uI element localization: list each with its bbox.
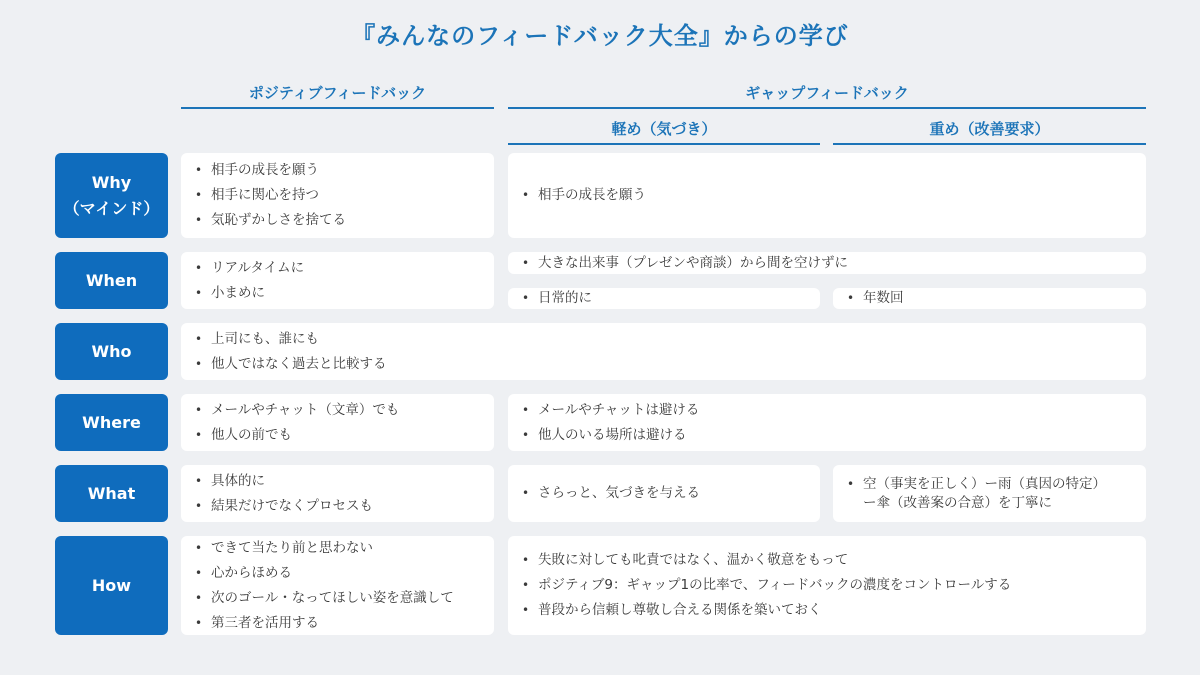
header-gap: ギャップフィードバック	[508, 82, 1146, 109]
row-label-what	[55, 465, 168, 522]
when-gap-top-cell	[508, 252, 1146, 274]
list-item: • 小まめに	[193, 281, 482, 306]
row-label-why-sub: （マインド）	[63, 198, 160, 218]
list-item: • 相手の成長を願う	[520, 183, 1134, 208]
list-item: • 気恥ずかしさを捨てる	[193, 208, 482, 233]
header-positive: ポジティブフィードバック	[181, 82, 494, 109]
what-light-cell	[508, 465, 820, 522]
list-item: • 年数回	[845, 288, 1134, 309]
list-item: • 心からほめる	[193, 561, 482, 586]
row-label-where	[55, 394, 168, 451]
list-item: • 日常的に	[520, 288, 808, 309]
list-item: • 他人のいる場所は避ける	[520, 423, 1134, 448]
where-positive-cell	[181, 394, 494, 451]
list-item: • 失敗に対しても叱責ではなく、温かく敬意をもって	[520, 548, 1134, 573]
why-gap-cell	[508, 153, 1146, 238]
when-heavy-cell	[833, 288, 1146, 309]
list-item: • 上司にも、誰にも	[193, 327, 1134, 352]
why-positive-cell	[181, 153, 494, 238]
who-all-cell	[181, 323, 1146, 380]
row-label-where-text: Where	[82, 412, 141, 432]
what-positive-cell	[181, 465, 494, 522]
row-label-when	[55, 252, 168, 309]
list-item: • 普段から信頼し尊敬し合える関係を築いておく	[520, 598, 1134, 623]
row-label-why-text: Why	[91, 172, 132, 192]
list-item: • 具体的に	[193, 469, 482, 494]
when-light-cell	[508, 288, 820, 309]
what-heavy-cell	[833, 465, 1146, 522]
row-label-what-text: What	[87, 483, 136, 503]
how-gap-cell	[508, 536, 1146, 635]
list-item: • メールやチャットは避ける	[520, 398, 1134, 423]
list-item: • 他人の前でも	[193, 423, 482, 448]
list-item: • 大きな出来事（プレゼンや商談）から間を空けずに	[520, 252, 1134, 274]
list-item: • 次のゴール・なってほしい姿を意識して	[193, 586, 482, 611]
list-item: • リアルタイムに	[193, 256, 482, 281]
row-label-who	[55, 323, 168, 380]
list-item: • 相手の成長を願う	[193, 158, 482, 183]
header-heavy: 重め（改善要求）	[833, 118, 1146, 145]
list-item: • メールやチャット（文章）でも	[193, 398, 482, 423]
header-light: 軽め（気づき）	[508, 118, 820, 145]
row-label-who-text: Who	[91, 341, 132, 361]
where-gap-cell	[508, 394, 1146, 451]
list-item: • 相手に関心を持つ	[193, 183, 482, 208]
list-item: • できて当たり前と思わない	[193, 536, 482, 561]
list-item: • 空（事実を正しく）ー雨（真因の特定）	[845, 475, 1134, 494]
list-item: • ポジティブ9：ギャップ1の比率で、フィードバックの濃度をコントロールする	[520, 573, 1134, 598]
list-item: • 第三者を活用する	[193, 611, 482, 636]
list-item: • 他人ではなく過去と比較する	[193, 352, 1134, 377]
how-positive-cell	[181, 536, 494, 635]
list-item: • 結果だけでなくプロセスも	[193, 494, 482, 519]
row-label-when-text: When	[85, 270, 138, 290]
row-label-why	[55, 153, 168, 238]
page-title: 『みんなのフィードバック大全』からの学び	[351, 22, 849, 50]
list-item-continuation: ー傘（改善案の合意）を丁寧に	[863, 494, 1052, 511]
row-label-how-text: How	[91, 575, 132, 595]
row-label-how	[55, 536, 168, 635]
list-item: • さらっと、気づきを与える	[520, 481, 808, 506]
when-positive-cell	[181, 252, 494, 309]
